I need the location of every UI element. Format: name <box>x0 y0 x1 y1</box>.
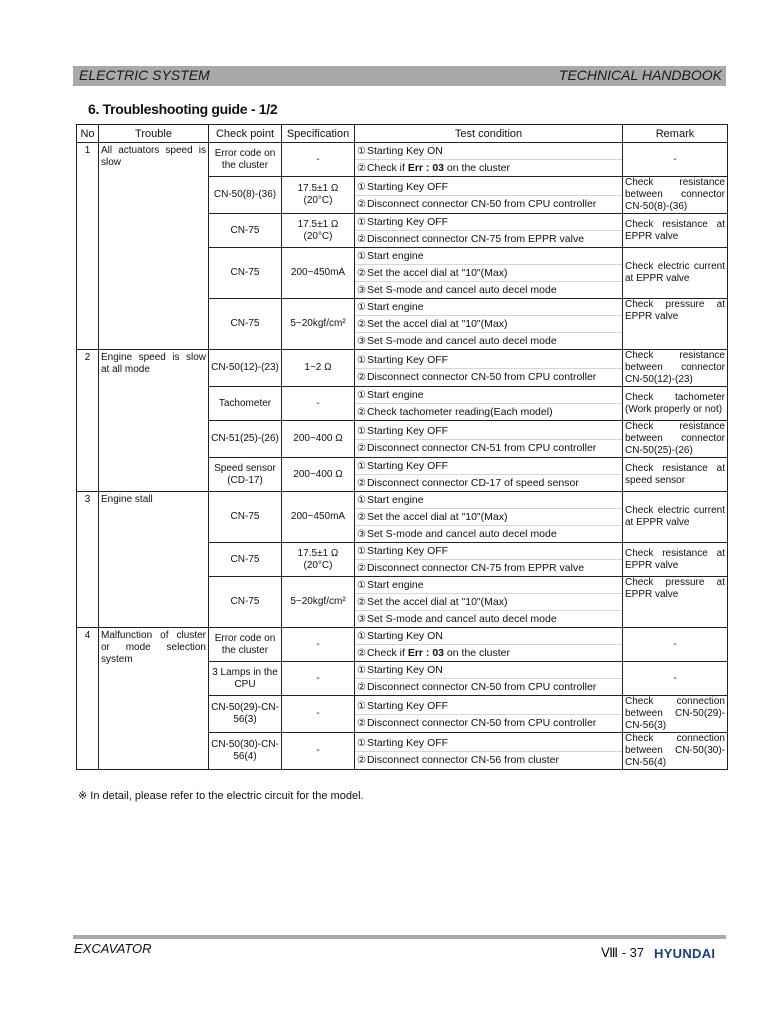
step-text: Disconnect connector CN-75 from EPPR valve <box>366 233 585 245</box>
step-number: ② <box>357 597 366 608</box>
step-number: ② <box>357 717 366 729</box>
test-step <box>355 423 622 439</box>
column-header: Check point <box>209 125 282 143</box>
test-condition <box>355 543 623 577</box>
remark: Check pressure at EPPR valve <box>623 299 728 350</box>
specification: - <box>282 628 355 662</box>
remark: Check electric current at EPPR valve <box>623 492 728 543</box>
test-step <box>355 315 622 332</box>
trouble-description: Malfunction of cluster or mode selection system <box>99 628 209 770</box>
column-header: No <box>77 125 99 143</box>
test-condition <box>355 177 623 214</box>
step-number: ② <box>357 407 366 418</box>
step-number: ① <box>357 181 366 193</box>
test-step <box>355 644 622 661</box>
step-text: Disconnect connector CN-50 from CPU controller <box>366 681 597 693</box>
test-step <box>355 751 622 768</box>
step-number: ③ <box>357 529 366 540</box>
header-section-name: ELECTRIC SYSTEM <box>79 67 210 83</box>
step-number: ① <box>357 665 366 676</box>
step-text: Starting Key OFF <box>366 353 449 366</box>
step-number: ② <box>357 478 366 489</box>
step-text: Set S-mode and cancel auto decel mode <box>366 335 557 347</box>
footer-rule <box>73 935 726 939</box>
test-condition <box>355 733 623 770</box>
remark: Check connection between CN-50(29)-CN-56(3) <box>623 696 728 733</box>
test-condition <box>355 662 623 696</box>
header-handbook-name: TECHNICAL HANDBOOK <box>558 67 722 83</box>
test-step <box>355 735 622 751</box>
remark: - <box>623 143 728 177</box>
table-row <box>77 628 728 662</box>
step-text: Starting Key OFF <box>366 699 449 712</box>
check-point: CN-50(8)-(36) <box>209 177 282 214</box>
step-number: ② <box>357 563 366 574</box>
test-condition <box>355 421 623 458</box>
test-step <box>355 559 622 576</box>
error-code: Err : 03 <box>407 647 445 659</box>
test-step <box>355 492 622 508</box>
step-number: ③ <box>357 285 366 296</box>
step-text: Start engine <box>366 579 424 591</box>
step-number: ① <box>357 700 366 712</box>
step-text: Check if <box>366 162 408 174</box>
step-number: ① <box>357 302 366 313</box>
specification: 17.5±1 Ω (20°C) <box>282 177 355 214</box>
step-text: Starting Key OFF <box>366 460 449 472</box>
remark: Check resistance between connector CN-50(8)-(36) <box>623 177 728 214</box>
test-step <box>355 352 622 368</box>
remark: - <box>623 662 728 696</box>
step-text-suffix: on the cluster <box>444 162 510 174</box>
step-text: Starting Key OFF <box>366 216 449 228</box>
check-point: CN-75 <box>209 299 282 350</box>
specification: - <box>282 387 355 421</box>
remark: - <box>623 628 728 662</box>
step-text: Starting Key ON <box>366 145 443 157</box>
step-text: Start engine <box>366 301 424 313</box>
specification: - <box>282 733 355 770</box>
check-point: CN-51(25)-(26) <box>209 421 282 458</box>
specification: 17.5±1 Ω (20°C) <box>282 543 355 577</box>
test-step <box>355 525 622 542</box>
specification: 200~400 Ω <box>282 458 355 492</box>
step-number: ① <box>357 546 366 557</box>
test-step <box>355 248 622 264</box>
test-step <box>355 628 622 644</box>
step-number: ② <box>357 682 366 693</box>
remark: Check pressure at EPPR valve <box>623 577 728 628</box>
test-step <box>355 179 622 195</box>
step-text: Disconnect connector CN-50 from CPU controller <box>366 370 597 383</box>
step-number: ① <box>357 217 366 228</box>
test-step <box>355 439 622 456</box>
test-condition <box>355 248 623 299</box>
step-number: ① <box>357 461 366 472</box>
step-text: Disconnect connector CN-50 from CPU controller <box>366 716 597 729</box>
check-point: CN-75 <box>209 577 282 628</box>
step-text: Disconnect connector CN-56 from cluster <box>366 753 559 766</box>
step-text: Start engine <box>366 250 424 262</box>
step-text: Start engine <box>366 389 424 401</box>
table-row <box>77 143 728 177</box>
test-step <box>355 698 622 714</box>
step-number: ① <box>357 580 366 591</box>
table-row <box>77 492 728 543</box>
check-point: 3 Lamps in the CPU <box>209 662 282 696</box>
step-text: Disconnect connector CN-50 from CPU controller <box>366 197 597 210</box>
test-step <box>355 387 622 403</box>
test-condition <box>355 387 623 421</box>
table-row <box>77 350 728 387</box>
test-step <box>355 593 622 610</box>
test-condition <box>355 696 623 733</box>
step-number: ① <box>357 737 366 749</box>
section-header-bar <box>73 66 726 86</box>
table-header-row <box>77 125 728 143</box>
check-point: CN-50(12)-(23) <box>209 350 282 387</box>
column-header: Test condition <box>355 125 623 143</box>
step-text: Check tachometer reading(Each model) <box>366 406 553 418</box>
step-number: ① <box>357 495 366 506</box>
page-number: Ⅷ - 37 <box>601 945 645 960</box>
step-text-suffix: on the cluster <box>444 647 510 659</box>
test-step <box>355 662 622 678</box>
step-number: ② <box>357 268 366 279</box>
step-text: Starting Key ON <box>366 664 443 676</box>
test-condition <box>355 492 623 543</box>
remark: Check resistance between connector CN-50(25)-(26) <box>623 421 728 458</box>
specification: 200~450mA <box>282 248 355 299</box>
check-point: CN-50(30)-CN-56(4) <box>209 733 282 770</box>
trouble-description: Engine stall <box>99 492 209 628</box>
check-point: Error code on the cluster <box>209 143 282 177</box>
check-point: CN-75 <box>209 543 282 577</box>
step-text: Starting Key ON <box>366 630 443 642</box>
specification: - <box>282 696 355 733</box>
item-number: 1 <box>77 143 99 350</box>
test-step <box>355 474 622 491</box>
step-number: ① <box>357 354 366 366</box>
specification: 200~400 Ω <box>282 421 355 458</box>
test-step <box>355 714 622 731</box>
step-number: ① <box>357 251 366 262</box>
remark: Check resistance at speed sensor <box>623 458 728 492</box>
step-number: ① <box>357 146 366 157</box>
remark: Check resistance between connector CN-50(12)-(23) <box>623 350 728 387</box>
test-step <box>355 610 622 627</box>
page-title: 6. Troubleshooting guide - 1/2 <box>88 101 278 117</box>
brand-logo: HYUNDAI <box>654 946 716 961</box>
error-code: Err : 03 <box>407 162 445 174</box>
check-point: CN-75 <box>209 214 282 248</box>
test-condition <box>355 577 623 628</box>
step-number: ② <box>357 754 366 766</box>
check-point: Tachometer <box>209 387 282 421</box>
test-step <box>355 159 622 176</box>
column-header: Specification <box>282 125 355 143</box>
test-condition <box>355 458 623 492</box>
column-header: Trouble <box>99 125 209 143</box>
step-text: Starting Key OFF <box>366 180 449 193</box>
step-text: Disconnect connector CN-51 from CPU controller <box>366 441 597 454</box>
table-body <box>77 143 728 770</box>
test-step <box>355 332 622 349</box>
column-header: Remark <box>623 125 728 143</box>
item-number: 3 <box>77 492 99 628</box>
step-text: Set the accel dial at "10"(Max) <box>366 267 508 279</box>
test-step <box>355 508 622 525</box>
troubleshooting-table <box>76 124 728 770</box>
test-step <box>355 230 622 247</box>
item-number: 4 <box>77 628 99 770</box>
step-text: Starting Key OFF <box>366 736 449 749</box>
step-number: ② <box>357 442 366 454</box>
step-number: ② <box>357 198 366 210</box>
test-step <box>355 195 622 212</box>
step-number: ① <box>357 631 366 642</box>
step-text: Set the accel dial at "10"(Max) <box>366 596 508 608</box>
step-number: ② <box>357 319 366 330</box>
trouble-description: Engine speed is slow at all mode <box>99 350 209 492</box>
step-number: ② <box>357 512 366 523</box>
check-point: CN-50(29)-CN-56(3) <box>209 696 282 733</box>
test-condition <box>355 143 623 177</box>
test-step <box>355 678 622 695</box>
specification: 17.5±1 Ω (20°C) <box>282 214 355 248</box>
footer-machine-type: EXCAVATOR <box>74 941 152 956</box>
check-point: Error code on the cluster <box>209 628 282 662</box>
specification: 5~20kgf/cm² <box>282 577 355 628</box>
step-text: Set the accel dial at "10"(Max) <box>366 318 508 330</box>
step-text: Set S-mode and cancel auto decel mode <box>366 613 557 625</box>
test-step <box>355 299 622 315</box>
step-number: ② <box>357 371 366 383</box>
test-step <box>355 281 622 298</box>
step-text: Disconnect connector CD-17 of speed sensor <box>366 477 579 489</box>
test-step <box>355 403 622 420</box>
step-number: ② <box>357 234 366 245</box>
step-text: Starting Key OFF <box>366 545 449 557</box>
test-step <box>355 143 622 159</box>
specification: - <box>282 143 355 177</box>
step-number: ② <box>357 648 366 659</box>
step-text: Start engine <box>366 494 424 506</box>
test-condition <box>355 214 623 248</box>
footnote: ※ In detail, please refer to the electric circuit for the model. <box>78 790 364 802</box>
check-point: Speed sensor (CD-17) <box>209 458 282 492</box>
specification: 1~2 Ω <box>282 350 355 387</box>
step-text: Check if <box>366 647 408 659</box>
test-condition <box>355 299 623 350</box>
remark: Check resistance at EPPR valve <box>623 214 728 248</box>
specification: - <box>282 662 355 696</box>
item-number: 2 <box>77 350 99 492</box>
step-text: Set S-mode and cancel auto decel mode <box>366 284 557 296</box>
specification: 5~20kgf/cm² <box>282 299 355 350</box>
remark: Check resistance at EPPR valve <box>623 543 728 577</box>
specification: 200~450mA <box>282 492 355 543</box>
step-text: Disconnect connector CN-75 from EPPR valve <box>366 562 585 574</box>
step-number: ① <box>357 390 366 401</box>
test-condition <box>355 350 623 387</box>
check-point: CN-75 <box>209 492 282 543</box>
step-number: ③ <box>357 336 366 347</box>
test-step <box>355 577 622 593</box>
step-text: Starting Key OFF <box>366 424 449 437</box>
test-step <box>355 264 622 281</box>
test-step <box>355 368 622 385</box>
step-number: ③ <box>357 614 366 625</box>
step-number: ① <box>357 425 366 437</box>
step-text: Set the accel dial at "10"(Max) <box>366 511 508 523</box>
test-condition <box>355 628 623 662</box>
remark: Check connection between CN-50(30)-CN-56(4) <box>623 733 728 770</box>
trouble-description: All actuators speed is slow <box>99 143 209 350</box>
step-number: ② <box>357 163 366 174</box>
check-point: CN-75 <box>209 248 282 299</box>
test-step <box>355 214 622 230</box>
test-step <box>355 543 622 559</box>
remark: Check tachometer (Work properly or not) <box>623 387 728 421</box>
step-text: Set S-mode and cancel auto decel mode <box>366 528 557 540</box>
remark: Check electric current at EPPR valve <box>623 248 728 299</box>
test-step <box>355 458 622 474</box>
